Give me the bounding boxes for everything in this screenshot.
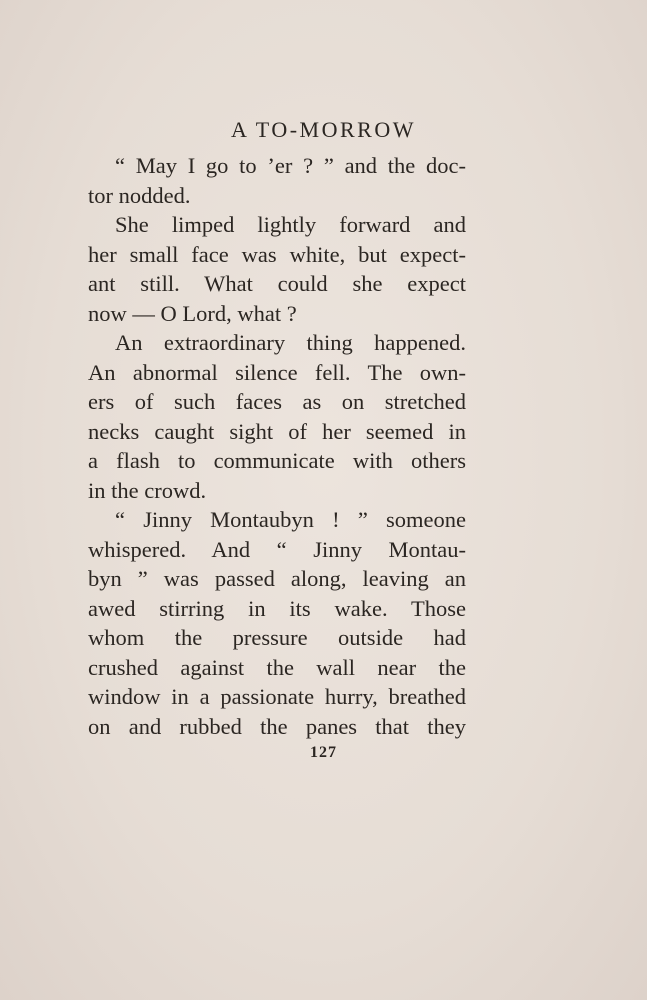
text-line: An abnormal silence fell. The own- — [88, 359, 466, 385]
text-line: tor nodded. — [88, 182, 191, 208]
text-line: whom the pressure outside had — [88, 625, 466, 650]
text-line: in the crowd. — [88, 477, 207, 503]
body-text — [88, 151, 466, 741]
text-line: necks caught sight of her seemed in — [88, 418, 466, 444]
text-line: “ May I go to ’er ? ” and the doc- — [115, 153, 466, 178]
running-head: A TO-MORROW — [231, 117, 416, 142]
text-line: her small face was white, but expect- — [88, 241, 466, 267]
text-line: awed stirring in its wake. Those — [88, 595, 466, 621]
text-line: crushed against the wall near the — [88, 654, 466, 680]
text-line: whispered. And “ Jinny Montau- — [88, 536, 466, 562]
text-line: An extraordinary thing happened. — [115, 330, 466, 355]
text-line: ers of such faces as on stretched — [88, 389, 466, 414]
text-line: “ Jinny Montaubyn ! ” someone — [115, 507, 466, 532]
text-line: now — O Lord, what ? — [88, 300, 297, 326]
text-line: a flash to communicate with others — [88, 448, 466, 473]
page-number: 127 — [310, 744, 337, 761]
text-line: window in a passionate hurry, breathed — [88, 684, 466, 709]
text-line: ant still. What could she expect — [88, 271, 466, 296]
text-line: on and rubbed the panes that they — [88, 713, 466, 739]
text-line: She limped lightly forward and — [115, 212, 466, 237]
text-line: byn ” was passed along, leaving an — [88, 566, 466, 591]
